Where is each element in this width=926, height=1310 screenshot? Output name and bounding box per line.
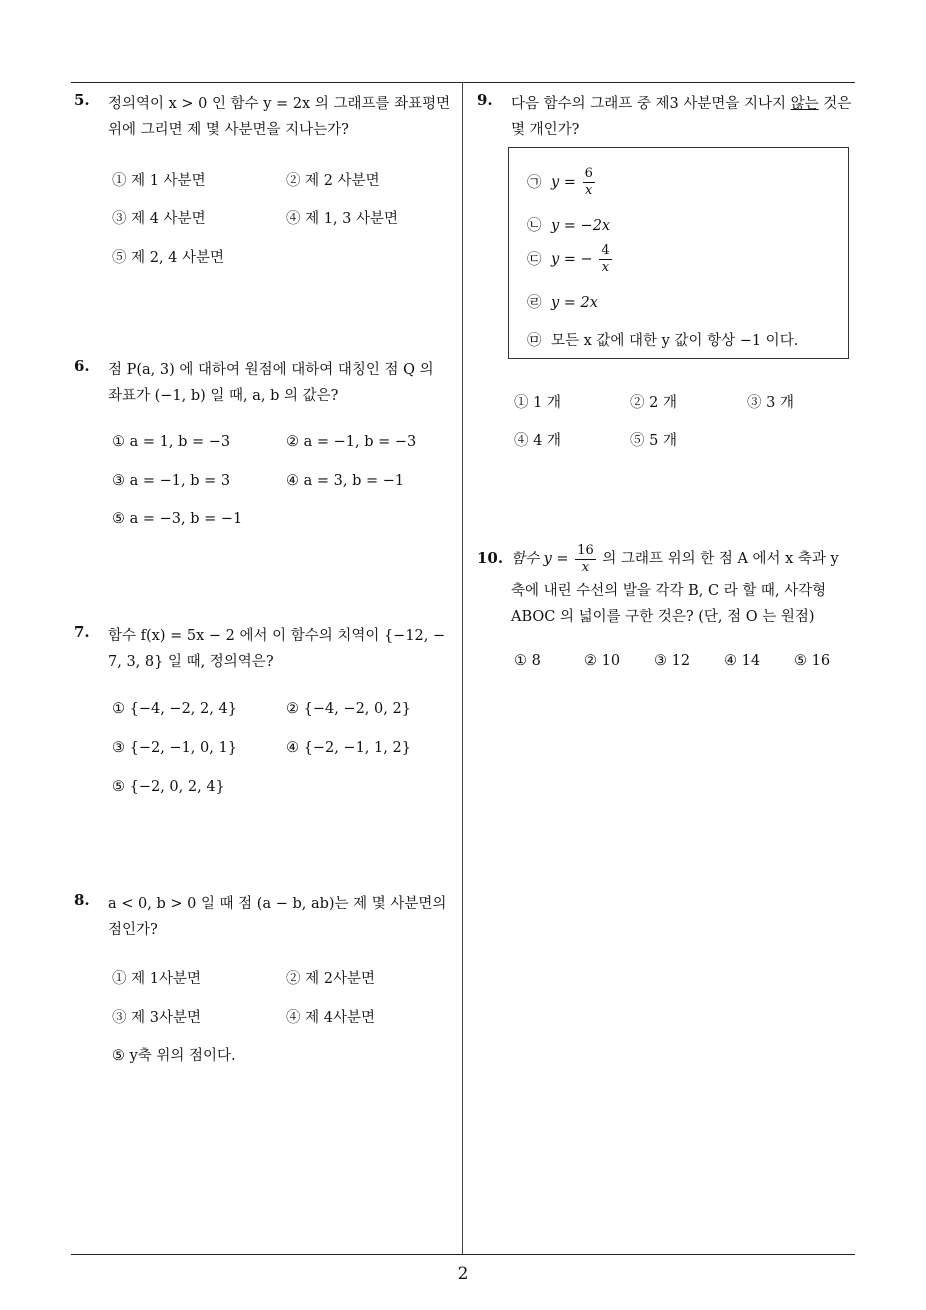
question-line: 몇 개인가? — [511, 122, 580, 138]
function-item-3 — [527, 243, 614, 276]
option-5[interactable]: ⑤ 16 — [794, 653, 831, 669]
answer-options — [112, 409, 459, 539]
option-5[interactable]: ⑤ {−2, 0, 2, 4} — [112, 779, 225, 795]
question-6 — [74, 357, 459, 539]
formula-lhs: y = — [551, 174, 576, 191]
question-text — [108, 891, 459, 943]
question-number: 10. — [477, 549, 504, 567]
question-line: 점 P(a, 3) 에 대하여 원점에 대하여 대칭인 점 Q 의 — [108, 362, 434, 378]
question-line: 점인가? — [108, 922, 158, 938]
option-2[interactable]: ② 10 — [584, 653, 621, 669]
answer-options — [112, 943, 459, 1073]
answer-options — [112, 675, 459, 805]
question-8 — [74, 891, 459, 1073]
column-divider — [462, 82, 463, 1254]
fraction — [575, 543, 596, 576]
function-item-5 — [527, 329, 798, 350]
question-line: 7, 3, 8} 일 때, 정의역은? — [108, 654, 274, 670]
option-4[interactable]: ④ a = 3, b = −1 — [286, 473, 405, 489]
option-3[interactable]: ③ {−2, −1, 0, 1} — [112, 740, 237, 756]
option-4[interactable]: ④ 4 개 — [514, 433, 561, 449]
function-list-box — [508, 147, 849, 359]
function-item-4 — [527, 291, 598, 312]
formula: y = 2x — [551, 295, 598, 311]
page-number: 2 — [457, 1264, 469, 1284]
question-number: 6. — [74, 357, 90, 375]
option-1[interactable]: ① 8 — [514, 653, 541, 669]
option-4[interactable]: ④ 14 — [724, 653, 761, 669]
fraction — [583, 166, 595, 199]
question-text — [108, 91, 459, 143]
underlined-word: 않는 — [790, 96, 819, 112]
question-text — [108, 357, 459, 409]
fraction-numerator: 6 — [584, 166, 593, 181]
question-7 — [74, 623, 459, 805]
option-5[interactable]: ⑤ y축 위의 점이다. — [112, 1048, 236, 1064]
item-marker: ㉠ — [527, 174, 542, 191]
item-marker: ㉤ — [527, 333, 542, 349]
question-9 — [477, 91, 862, 143]
question-text — [108, 623, 459, 675]
item-marker: ㉡ — [527, 218, 542, 234]
question-number: 9. — [477, 91, 493, 109]
answer-options — [112, 143, 459, 266]
option-2[interactable]: ② 2 개 — [630, 395, 677, 411]
question-text — [511, 540, 867, 630]
question-number: 8. — [74, 891, 90, 909]
option-4[interactable]: ④ 제 4사분면 — [286, 1010, 375, 1026]
question-line: 다음 함수의 그래프 중 제3 사분면을 지나지 않는 것은 — [511, 96, 852, 112]
top-rule — [71, 82, 855, 83]
option-1[interactable]: ① a = 1, b = −3 — [112, 434, 231, 450]
statement: 모든 x 값에 대한 y 값이 항상 −1 이다. — [551, 333, 799, 349]
item-marker: ㉣ — [527, 295, 542, 311]
option-3[interactable]: ③ 3 개 — [747, 395, 794, 411]
option-1[interactable]: ① {−4, −2, 2, 4} — [112, 701, 237, 717]
option-2[interactable]: ② {−4, −2, 0, 2} — [286, 701, 411, 717]
option-4[interactable]: ④ {−2, −1, 1, 2} — [286, 740, 411, 756]
question-number: 7. — [74, 623, 90, 641]
option-1[interactable]: ① 1 개 — [514, 395, 561, 411]
formula: y = −2x — [551, 218, 611, 234]
option-2[interactable]: ② a = −1, b = −3 — [286, 434, 417, 450]
question-line: 축에 내린 수선의 발을 각각 B, C 라 할 때, 사각형 — [511, 583, 827, 599]
fraction-denominator: x — [601, 260, 610, 275]
option-5[interactable]: ⑤ a = −3, b = −1 — [112, 511, 243, 527]
question-line: 위에 그리면 제 몇 사분면을 지나는가? — [108, 122, 349, 138]
question-line: 함수 y = $\frac{16}{x}$ 의 그래프 위의 한 점 A 에서 x 축과 y — [511, 542, 839, 575]
question-text — [511, 91, 862, 143]
fraction-numerator: 16 — [577, 542, 594, 558]
option-5[interactable]: ⑤ 5 개 — [630, 433, 677, 449]
formula-lhs: y = − — [551, 251, 593, 268]
question-line: 좌표가 (−1, b) 일 때, a, b 의 값은? — [108, 388, 339, 404]
question-line: a < 0, b > 0 일 때 점 (a − b, ab)는 제 몇 사분면의 — [108, 896, 447, 912]
function-item-2 — [527, 214, 610, 235]
option-3[interactable]: ③ a = −1, b = 3 — [112, 473, 231, 489]
option-3[interactable]: ③ 12 — [654, 653, 691, 669]
fraction-numerator: 4 — [601, 243, 610, 258]
option-3[interactable]: ③ 제 3사분면 — [112, 1010, 201, 1026]
fraction-denominator: x — [581, 559, 590, 575]
bottom-rule — [71, 1254, 855, 1255]
option-3[interactable]: ③ 제 4 사분면 — [112, 211, 206, 227]
function-item-1 — [527, 166, 597, 199]
option-1[interactable]: ① 제 1 사분면 — [112, 173, 206, 189]
question-line: ABOC 의 넓이를 구한 것은? (단, 점 O 는 원점) — [511, 609, 815, 625]
question-5 — [74, 91, 459, 266]
option-2[interactable]: ② 제 2사분면 — [286, 971, 375, 987]
option-2[interactable]: ② 제 2 사분면 — [286, 173, 380, 189]
question-number: 5. — [74, 91, 90, 109]
option-1[interactable]: ① 제 1사분면 — [112, 971, 201, 987]
question-line: 함수 f(x) = 5x − 2 에서 이 함수의 치역이 {−12, − — [108, 628, 446, 644]
question-line: 정의역이 x > 0 인 함수 y = 2x 의 그래프를 좌표평면 — [108, 96, 451, 112]
option-5[interactable]: ⑤ 제 2, 4 사분면 — [112, 250, 225, 266]
fraction-denominator: x — [585, 183, 593, 198]
option-4[interactable]: ④ 제 1, 3 사분면 — [286, 211, 399, 227]
item-marker: ㉢ — [527, 251, 542, 268]
question-10 — [477, 540, 867, 630]
fraction — [599, 243, 611, 276]
